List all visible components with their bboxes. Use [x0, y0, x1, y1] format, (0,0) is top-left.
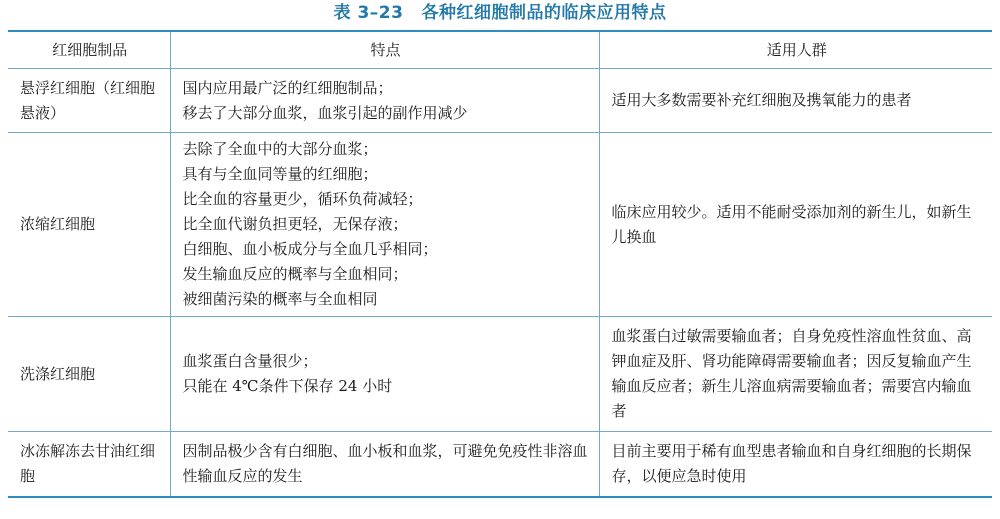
population-cell [599, 317, 992, 432]
population-cell [599, 133, 992, 317]
product-cell [8, 317, 170, 432]
table-row [8, 317, 992, 432]
table-number: 表 3–23 [333, 3, 404, 23]
population-text: 血浆蛋白过敏需要输血者；自身免疫性溶血性贫血、高钾血症及肝、肾功能障碍需要输血者；因反复输血产生输血反应者；新生儿溶血病需要输血者；需要宫内输血者 [611, 327, 972, 420]
header-features: 特点 [170, 31, 599, 69]
product-name: 浓缩红细胞 [20, 215, 96, 233]
table-row [8, 432, 992, 498]
feature-line: 白细胞、血小板成分与全血几乎相同； [182, 240, 438, 258]
feature-line: 国内应用最广泛的红细胞制品； [182, 78, 393, 97]
population-cell [599, 432, 992, 498]
population-text: 目前主要用于稀有血型患者输血和自身红细胞的长期保存，以便应急时使用 [611, 442, 972, 485]
table-header-row [8, 31, 992, 69]
feature-line: 只能在 4℃条件下保存 24 小时 [182, 377, 393, 395]
rbc-products-table [8, 30, 992, 498]
table-row [8, 69, 992, 133]
table-row [8, 133, 992, 317]
features-cell [170, 317, 599, 432]
product-name: 洗涤红细胞 [20, 364, 96, 383]
product-name: 冰冻解冻去甘油红细胞 [20, 442, 156, 485]
feature-line: 被细菌污染的概率与全血相同 [182, 290, 378, 308]
feature-line: 移去了大部分血浆，血浆引起的副作用减少 [182, 103, 468, 122]
table-caption [0, 2, 1000, 24]
feature-line: 因制品极少含有白细胞、血小板和血浆，可避免免疫性非溶血性输血反应的发生 [182, 442, 588, 485]
features-cell [170, 133, 599, 317]
population-text: 适用大多数需要补充红细胞及携氧能力的患者 [611, 91, 912, 109]
feature-line: 比全血代谢负担更轻，无保存液； [182, 215, 408, 233]
feature-line: 具有与全血同等量的红细胞； [182, 165, 378, 183]
feature-line: 发生输血反应的概率与全血相同； [182, 265, 408, 283]
product-cell [8, 432, 170, 498]
feature-line: 比全血的容量更少，循环负荷减轻； [182, 190, 423, 208]
features-cell [170, 69, 599, 133]
product-cell [8, 69, 170, 133]
product-cell [8, 133, 170, 317]
header-product: 红细胞制品 [8, 31, 170, 69]
features-cell [170, 432, 599, 498]
feature-line: 血浆蛋白含量很少； [182, 352, 318, 370]
product-name: 悬浮红细胞（红细胞悬液） [20, 78, 156, 122]
header-population: 适用人群 [599, 31, 992, 69]
table-title: 各种红细胞制品的临床应用特点 [421, 3, 667, 23]
population-text: 临床应用较少。适用不能耐受添加剂的新生儿，如新生儿换血 [611, 202, 972, 246]
population-cell [599, 69, 992, 133]
feature-line: 去除了全血中的大部分血浆； [182, 140, 378, 158]
